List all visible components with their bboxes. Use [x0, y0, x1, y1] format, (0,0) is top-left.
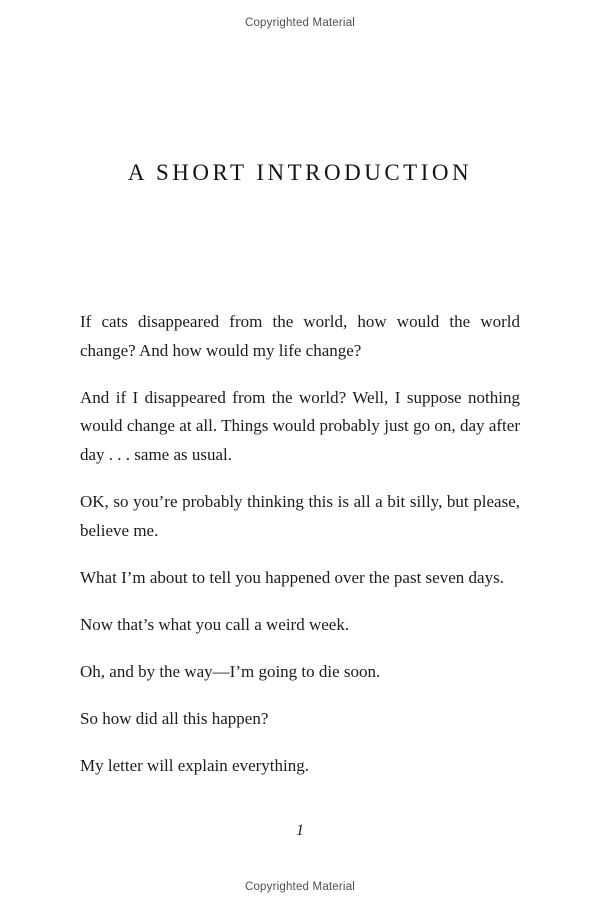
paragraph: OK, so you’re probably thinking this is all a bit silly, but please, believe me. — [80, 491, 520, 540]
paragraph: Now that’s what you call a weird week. — [80, 614, 350, 634]
paragraph: My letter will explain everything. — [80, 756, 309, 776]
chapter-title: A SHORT INTRODUCTION — [127, 160, 473, 185]
paragraph: Oh, and by the way—I’m going to die soon. — [80, 661, 381, 681]
body-text — [80, 308, 520, 799]
copyright-notice-top: Copyrighted Material — [244, 17, 356, 29]
paragraph: So how did all this happen? — [80, 708, 269, 728]
copyright-notice-bottom: Copyrighted Material — [244, 881, 356, 893]
paragraph: What I’m about to tell you happened over the past seven days. — [80, 567, 504, 587]
page-number: 1 — [296, 822, 304, 839]
paragraph: And if I disappeared from the world? Well, I suppose nothing would change at all. Things would probably just go on, day after day . . . same as usual. — [80, 387, 520, 464]
paragraph: If cats disappeared from the world, how would the world change? And how would my life change? — [80, 312, 520, 360]
